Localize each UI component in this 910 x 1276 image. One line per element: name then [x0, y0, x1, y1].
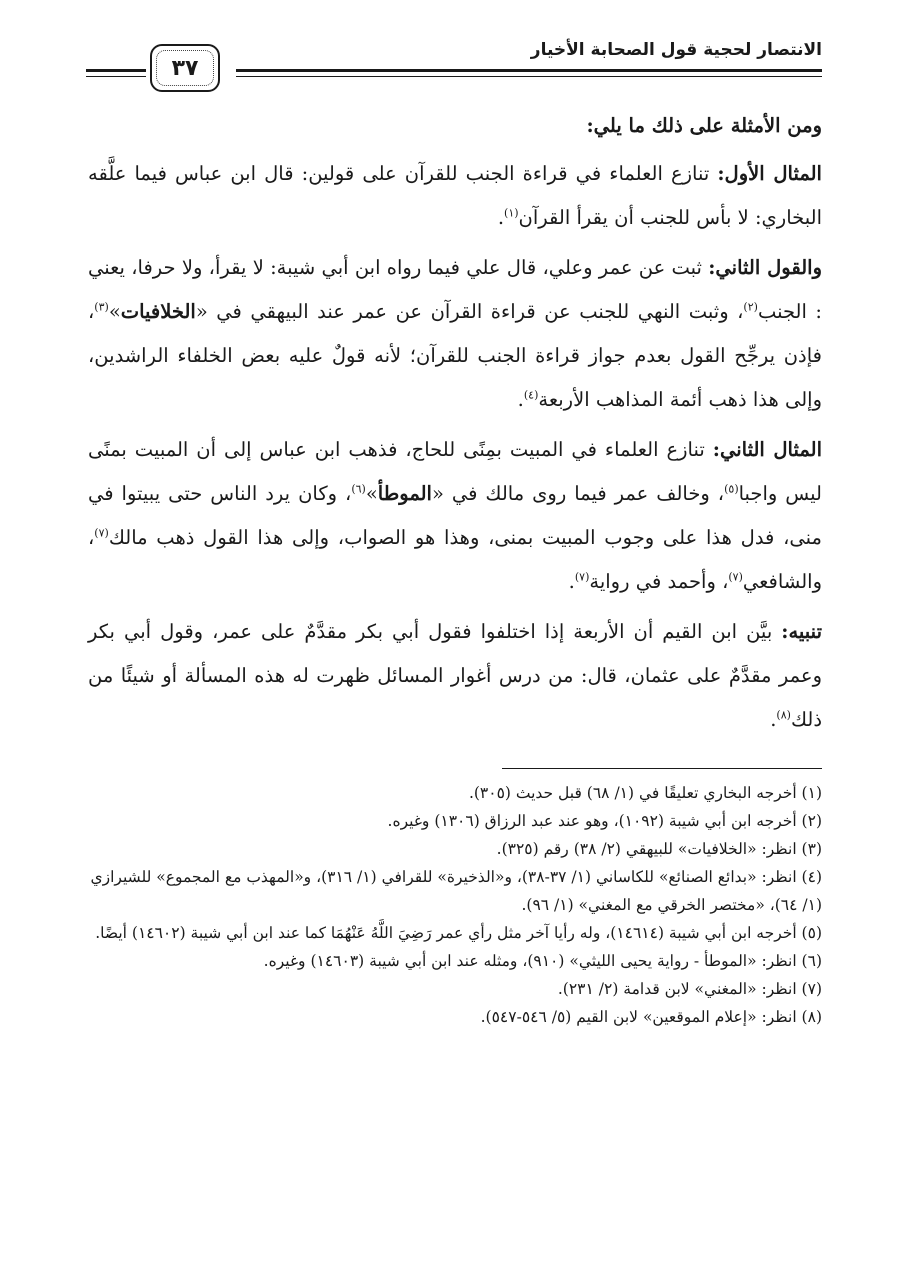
footnote-ref[interactable]: (٧): [728, 570, 743, 584]
footnote-item: (٦) انظر: «الموطأ - رواية يحيى الليثي» (٩١٠)، ومثله عند ابن أبي شيبة (١٤٦٠٣) وغيره.: [263, 952, 822, 970]
header-rule: [236, 69, 822, 72]
footnotes: [88, 779, 822, 1031]
footnote-ref[interactable]: (٧): [574, 570, 590, 584]
footnote-item: (٣) انظر: «الخلافيات» للبيهقي (٢/ ٣٨) رقم (٣٢٥).: [496, 840, 822, 858]
footnote-ref[interactable]: (٨): [776, 708, 791, 722]
footnote-item: (٥) أخرجه ابن أبي شيبة (١٤٦١٤)، وله رأيا آخر مثل رأي عمر رَضِيَ اللَّهُ عَنْهُمَا كما عند ابن أبي شيبة (١٤٦٠٢) أيضًا.: [95, 924, 822, 942]
intro-heading: ومن الأمثلة على ذلك ما يلي:: [586, 114, 822, 137]
footnote-ref[interactable]: (٦): [351, 482, 366, 496]
book-title: الخلافيات: [120, 300, 196, 323]
footnote-ref[interactable]: (٧): [94, 526, 109, 540]
footnote-item: (٨) انظر: «إعلام الموقعين» لابن القيم (٥/ ٥٤٦-٥٤٧).: [480, 1008, 822, 1026]
header-rule-left-thin: [86, 76, 146, 77]
footnote-ref[interactable]: (٢): [743, 300, 758, 314]
header-rule-left: [86, 69, 146, 72]
page-number-badge: [150, 44, 220, 92]
footnote-item: (٤) انظر: «بدائع الصنائع» للكاساني (١/ ٣٧-٣٨)، و«الذخيرة» للقرافي (١/ ٣١٦)، و«المهذب مع المجموع» للشيرازي (١/ ٦٤)، «مختصر الخرقي مع المغني» (١/ ٩٦).: [90, 868, 822, 914]
paragraph-example-2: المثال الثاني: تنازع العلماء في المبيت بمِنًى للحاج، فذهب ابن عباس إلى أن المبيت بمنًى ليس واجبا$^{(٥)}$، وخالف عمر فيما روى مالك في «الموطأ»$^{(٦)}$، وكان يرد الناس حتى يبيتوا في منى، فدل هذا على وجوب المبيت بمنى، وهذا هو الصواب، وإلى هذا القول ذهب مالك$^{(٧)}$، والشافعي$^{(٧)}$، وأحمد في رواية$^{(٧)}$.: [88, 438, 822, 593]
example-2-label: المثال الثاني:: [712, 438, 822, 461]
footnote-separator: [502, 768, 822, 769]
footnote-ref[interactable]: (٥): [724, 482, 739, 496]
book-title: الموطأ: [377, 482, 432, 505]
running-title: الانتصار لحجية قول الصحابة الأخيار: [530, 40, 822, 60]
page-number: ٣٧: [171, 55, 199, 81]
footnote-ref[interactable]: (١): [504, 206, 519, 220]
footnote-item: (٧) انظر: «المغني» لابن قدامة (٢/ ٢٣١).: [557, 980, 822, 998]
note-label: تنبيه:: [781, 620, 822, 643]
second-opinion-label: والقول الثاني:: [708, 256, 823, 279]
paragraph-note: تنبيه: بيَّن ابن القيم أن الأربعة إذا اختلفوا فقول أبي بكر مقدَّمٌ على عمر، وقول أبي بكر وعمر مقدَّمٌ على عثمان، قال: من درس أغوار المسائل ظهرت له هذه المسألة أو شيئًا من ذلك$^{(٨)}$.: [88, 620, 822, 731]
paragraph-example-1: المثال الأول: تنازع العلماء في قراءة الجنب للقرآن على قولين: قال ابن عباس فيما علَّقه البخاري: لا بأس للجنب أن يقرأ القرآن$^{(١)}$.: [88, 162, 822, 229]
example-1-text: تنازع العلماء في قراءة الجنب للقرآن على قولين: قال ابن عباس فيما علَّقه البخاري: لا بأس للجنب أن يقرأ القرآن: [88, 162, 822, 229]
header-rule-thin: [236, 76, 822, 77]
footnote-ref[interactable]: (٣): [94, 300, 109, 314]
footnote-item: (٢) أخرجه ابن أبي شيبة (١٠٩٢)، وهو عند عبد الرزاق (١٣٠٦) وغيره.: [387, 812, 822, 830]
example-1-label: المثال الأول:: [717, 162, 822, 185]
page-body: [88, 108, 822, 1031]
page-header: [86, 34, 822, 104]
paragraph-second-opinion: والقول الثاني: ثبت عن عمر وعلي، قال علي فيما رواه ابن أبي شيبة: لا يقرأ، ولا حرفا، يعني : الجنب$^{(٢)}$، وثبت النهي للجنب عن قراءة القرآن عن عمر عند البيهقي في «الخلافيات»$^{(٣)}$، فإذن يرجِّح القول بعدم جواز قراءة الجنب للقرآن؛ لأنه قولٌ عليه بعض الخلفاء الراشدين، وإلى هذا ذهب أئمة المذاهب الأربعة$^{(٤)}$.: [88, 256, 823, 411]
footnote-ref[interactable]: (٤): [523, 388, 539, 402]
footnote-item: (١) أخرجه البخاري تعليقًا في (١/ ٦٨) قبل حديث (٣٠٥).: [468, 784, 822, 802]
